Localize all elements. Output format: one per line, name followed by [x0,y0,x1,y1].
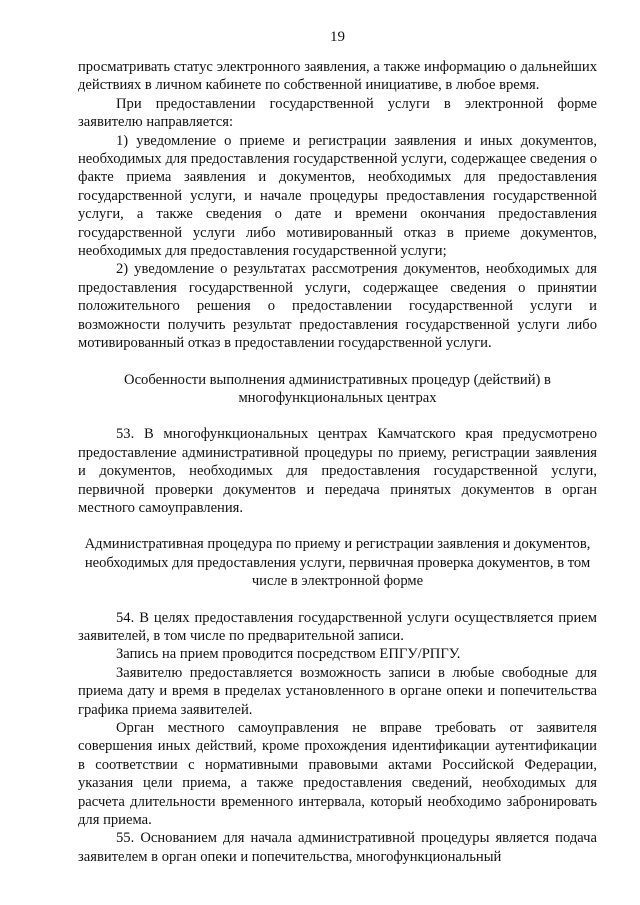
paragraph-55: 55. Основанием для начала административной процедуры является подача заявителем в орган опеки и попечительства, многофункциональный [78,830,597,865]
section-heading-procedure: Административная процедура по приему и регистрации заявления и документов, необходимых для предоставления услуги, первичная проверка документов, в том числе в электронной форме [84,536,591,590]
page-number: 19 [330,29,345,45]
paragraph-electronic-form: При предоставлении государственной услуги в электронной форме заявителю направляется: [78,95,597,131]
paragraph-continuation: просматривать статус электронного заявления, а также информацию о дальнейших действиях в личном кабинете по собственной инициативе, в любое время. [78,59,597,94]
section-heading-mfc: Особенности выполнения административных процедур (действий) в многофункциональных центрах [124,371,551,406]
paragraph-54: 54. В целях предоставления государственной услуги осуществляется прием заявителей, в том числе по предварительной записи. [78,609,597,644]
paragraph-53: 53. В многофункциональных центрах Камчатского края предусмотрено предоставление административной процедуры по приему, регистрации заявления и документов, необходимых для предоставления государственной услуги, первичной проверки документов и передача принятых документов в орган местного самоуправления. [78,426,597,516]
paragraph-notice-1: 1) уведомление о приеме и регистрации заявления и иных документов, необходимых для предоставления государственной услуги, содержащее сведения о факте приема заявления и документов, необходимых для предоставления государственной услуги, и начале процедуры предоставления государственной услуги, а также сведения о дате и времени окончания предоставления государственной услуги либо мотивированный отказ в приеме документов, необходимых для предоставления государственной услуги; [78,132,597,260]
document-page [78,28,597,866]
paragraph-appointment: Запись на прием проводится посредством ЕПГУ/РПГУ. [116,646,461,663]
paragraph-notice-2: 2) уведомление о результатах рассмотрения документов, необходимых для предоставления государственной услуги, содержащее сведения о принятии положительного решения о предоставлении государственной услуги и возможности получить результат предоставления государственной услуги либо мотивированный отказ в предоставлении государственной услуги. [78,261,597,352]
paragraph-schedule: Заявителю предоставляется возможность записи в любые свободные для приема дату и время в пределах установленного в органе опеки и попечительства графика приема заявителей. [78,664,597,718]
paragraph-restrictions: Орган местного самоуправления не вправе требовать от заявителя совершения иных действий, кроме прохождения идентификации аутентификации в соответствии с нормативными правовыми актами Российской Федерации, указания цели приема, а также предоставления сведений, необходимых для расчета длительности временного интервала, который необходимо забронировать для приема. [78,720,597,829]
